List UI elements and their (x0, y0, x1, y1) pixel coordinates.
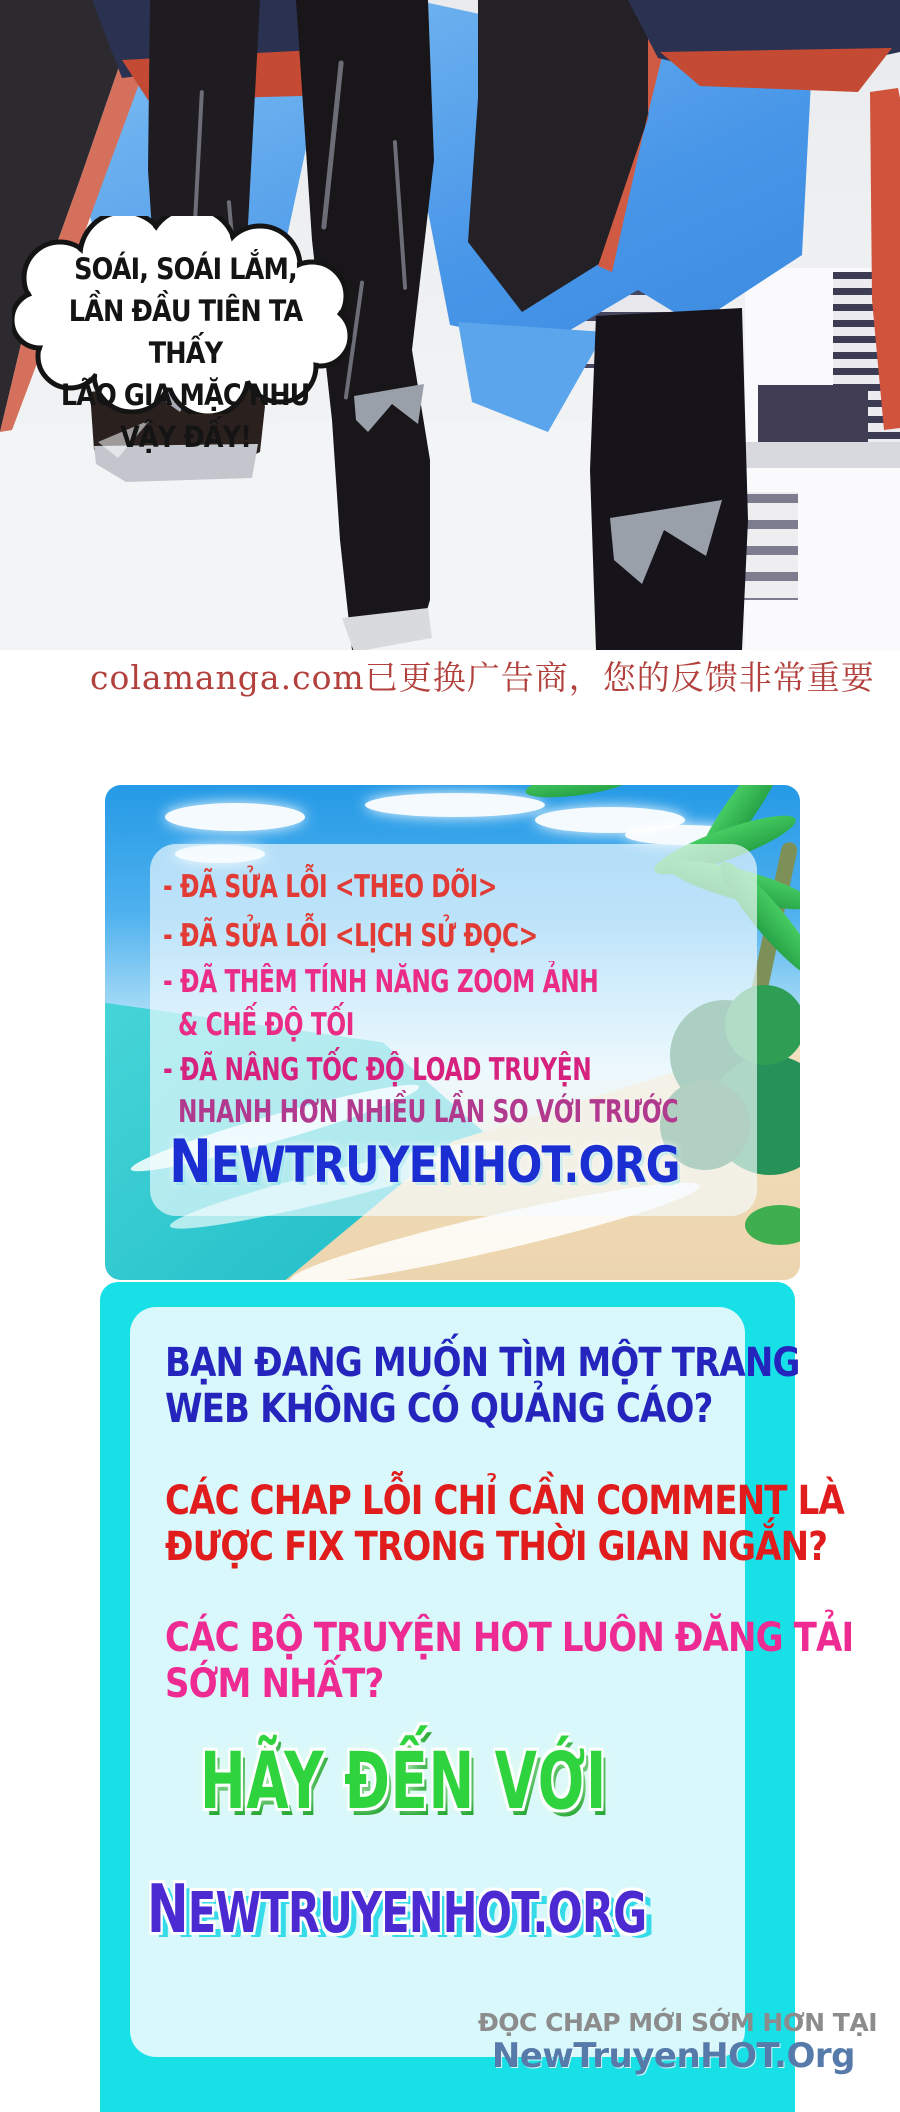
promo-question-1-line-1: BẠN ĐANG MUỐN TÌM MỘT TRANG (165, 1340, 800, 1386)
promo-question-1-line-2: WEB KHÔNG CÓ QUẢNG CÁO? (165, 1386, 713, 1432)
ad-notice-text: colamanga.com已更换广告商，您的反馈非常重要 (90, 658, 875, 697)
bubble-line: VẬY ĐẤY! (119, 420, 252, 454)
beach-banner-ad[interactable] (105, 785, 800, 1280)
promo-question-2-line-2: ĐƯỢC FIX TRONG THỜI GIAN NGẮN? (165, 1524, 828, 1570)
banner-feature-line: - ĐÃ SỬA LỖI <THEO DÕI> (163, 869, 498, 905)
banner-feature-line: - ĐÃ SỬA LỖI <LỊCH SỬ ĐỌC> (163, 918, 538, 954)
promo-box-ad[interactable] (100, 1282, 854, 2112)
bubble-line: LẦN ĐẦU TIÊN TA THẤY (68, 294, 303, 370)
banner-feature-line: - ĐÃ NÂNG TỐC ĐỘ LOAD TRUYỆN (163, 1052, 592, 1088)
footer-note: ĐỌC CHAP MỚI SỚM HƠN TẠI (477, 2008, 877, 2037)
banner-feature-line: & CHẾ ĐỘ TỐI (178, 1007, 354, 1043)
bubble-line: LÃO GIA MẶC NHƯ (60, 378, 311, 412)
promo-site-link[interactable]: NEWTRUYENHOT.ORG (147, 1870, 647, 1948)
footer-site-link[interactable]: NewTruyenHOT.Org (491, 2036, 855, 2076)
bubble-line: SOÁI, SOÁI LẮM, (74, 252, 297, 286)
speech-bubble-text (47, 248, 324, 458)
promo-question-3-line-2: SỚM NHẤT? (165, 1661, 384, 1707)
cloud (165, 803, 305, 831)
banner-site-link[interactable]: NEWTRUYENHOT.ORG (169, 1127, 680, 1197)
banner-feature-line: NHANH HƠN NHIỀU LẦN SO VỚI TRƯỚC (178, 1094, 679, 1130)
comic-panel[interactable] (0, 0, 900, 650)
banner-feature-line: - ĐÃ THÊM TÍNH NĂNG ZOOM ẢNH (163, 964, 599, 1000)
promo-question-3-line-1: CÁC BỘ TRUYỆN HOT LUÔN ĐĂNG TẢI (165, 1615, 854, 1661)
cloud (365, 793, 545, 817)
palm-frond (524, 785, 636, 803)
promo-cta-text: HÃY ĐẾN VỚI (200, 1737, 607, 1827)
promo-question-2-line-1: CÁC CHAP LỖI CHỈ CẦN COMMENT LÀ (165, 1478, 844, 1524)
